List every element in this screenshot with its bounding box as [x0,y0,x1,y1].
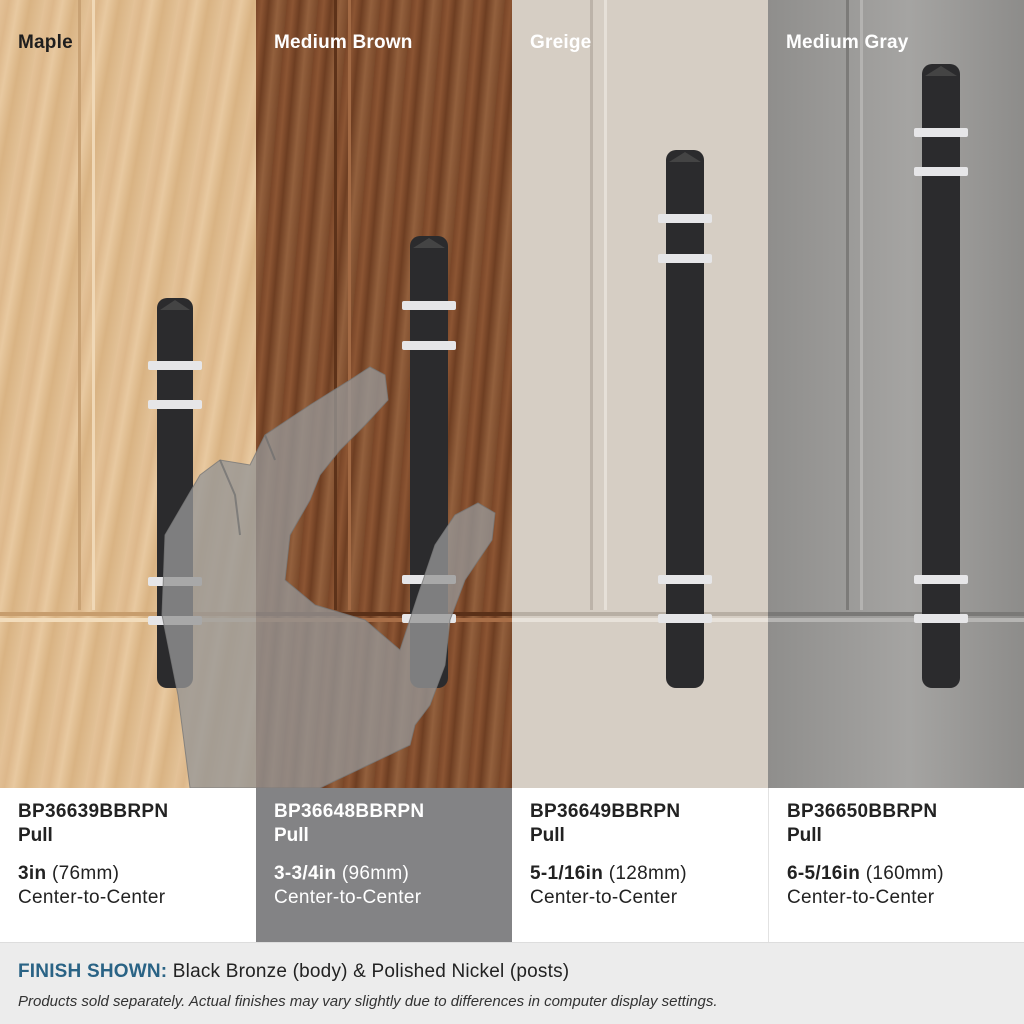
finish-shown-value: Black Bronze (body) & Polished Nickel (posts) [172,961,570,982]
finish-shown [18,961,569,983]
finish-label-maple: Maple [18,32,73,53]
finish-footer [0,942,1024,1024]
size-imperial: 6-5/16in [787,863,861,884]
product-specs [0,788,1024,942]
spacing-label: Center-to-Center [787,887,935,908]
product-type: Pull [787,825,822,846]
pull-6-5-16in-image [768,0,1024,788]
panel-greige [512,0,768,788]
product-dimension [530,862,768,910]
product-dimension [18,862,256,910]
product-sku: BP36648BBRPN [274,801,425,822]
product-dimension [274,862,512,910]
disclaimer-text: Products sold separately. Actual finishes may vary slightly due to differences in computer display settings. [18,993,718,1010]
product-sku: BP36649BBRPN [530,801,681,822]
size-imperial: 3in [18,863,47,884]
product-card-6-5-16in[interactable] [769,788,1024,942]
finish-label-greige: Greige [530,32,592,53]
size-metric: (160mm) [865,863,944,884]
panel-medium-gray [768,0,1024,788]
spacing-label: Center-to-Center [274,887,422,908]
product-type: Pull [274,825,309,846]
product-card-5-1-16in[interactable] [512,788,768,942]
finish-shown-label: FINISH SHOWN: [18,961,168,982]
size-metric: (76mm) [51,863,120,884]
product-type: Pull [530,825,565,846]
product-dimension [787,862,1024,910]
finish-label-medium-brown: Medium Brown [274,32,413,53]
size-metric: (96mm) [341,863,410,884]
product-sku: BP36650BBRPN [787,801,938,822]
hand-scale-silhouette [160,365,500,788]
size-imperial: 5-1/16in [530,863,604,884]
size-imperial: 3-3/4in [274,863,337,884]
spacing-label: Center-to-Center [18,887,166,908]
spacing-label: Center-to-Center [530,887,678,908]
size-metric: (128mm) [608,863,687,884]
product-type: Pull [18,825,53,846]
product-card-3in[interactable] [0,788,256,942]
product-card-3-3-4in[interactable] [256,788,512,942]
finish-label-medium-gray: Medium Gray [786,32,909,53]
pull-5-1-16in-image [512,0,768,788]
product-sku: BP36639BBRPN [18,801,169,822]
